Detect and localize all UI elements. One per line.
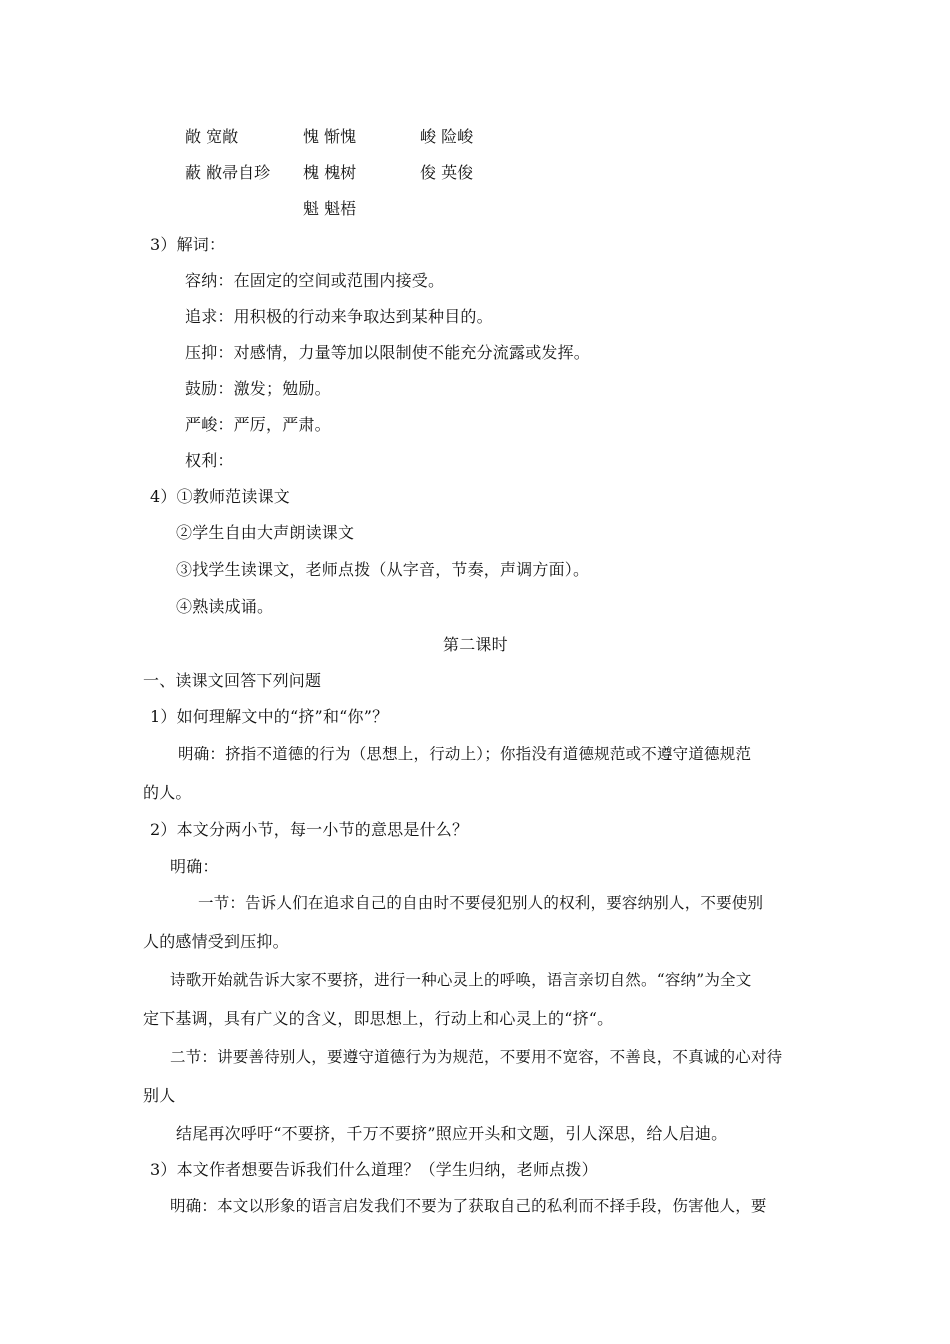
vocab-item: 严峻：严厉，严肃。 xyxy=(185,415,331,434)
word-group-cell: 峻 险峻 xyxy=(420,127,474,146)
answer-line: 明确：挤指不道德的行为（思想上，行动上）；你指没有道德规范或不遵守道德规范 xyxy=(178,745,752,763)
vocab-item: 鼓励：激发；勉励。 xyxy=(185,379,331,398)
word-group-cell: 俊 英俊 xyxy=(420,163,474,182)
lesson-title: 第二课时 xyxy=(443,635,508,654)
paragraph-line: 定下基调，具有广义的含义，即思想上，行动上和心灵上的“挤“。 xyxy=(143,1009,614,1028)
vocab-item: 权利： xyxy=(185,451,234,470)
question: 1）如何理解文中的“挤”和“你”？ xyxy=(150,707,389,726)
paragraph-line: 诗歌开始就告诉大家不要挤，进行一种心灵上的呼唤，语言亲切自然。“容纳”为全文 xyxy=(170,971,752,989)
reading-step: ②学生自由大声朗读课文 xyxy=(176,523,355,542)
reading-step: 4）①教师范读课文 xyxy=(150,487,290,506)
vocab-item: 压抑：对感情，力量等加以限制使不能充分流露或发挥。 xyxy=(185,343,591,362)
paragraph-line: 一节：告诉人们在追求自己的自由时不要侵犯别人的权利，要容纳别人，不要使别 xyxy=(198,894,764,912)
question: 3）本文作者想要告诉我们什么道理？（学生归纳，老师点拨） xyxy=(150,1160,598,1179)
answer-line: 明确：本文以形象的语言启发我们不要为了获取自己的私利而不择手段，伤害他人，要 xyxy=(170,1197,767,1215)
vocab-item: 追求：用积极的行动来争取达到某种目的。 xyxy=(185,307,493,326)
word-group-cell: 敞 宽敞 xyxy=(185,127,239,146)
vocab-item: 容纳：在固定的空间或范围内接受。 xyxy=(185,271,445,290)
word-group-cell: 愧 惭愧 xyxy=(303,127,357,146)
word-group-cell: 魁 魁梧 xyxy=(303,199,357,218)
paragraph-line: 结尾再次呼吁“不要挤，千万不要挤”照应开头和文题，引人深思，给人启迪。 xyxy=(176,1124,728,1143)
paragraph-line: 人的感情受到压抑。 xyxy=(143,932,289,951)
answer-label: 明确： xyxy=(170,857,219,876)
paragraph-line: 别人 xyxy=(143,1086,176,1105)
section-heading: 一、读课文回答下列问题 xyxy=(143,671,322,690)
paragraph-line: 二节：讲要善待别人，要遵守道德行为为规范，不要用不宽容，不善良，不真诚的心对待 xyxy=(170,1048,783,1066)
question: 2）本文分两小节，每一小节的意思是什么？ xyxy=(150,820,469,839)
word-group-cell: 槐 槐树 xyxy=(303,163,357,182)
reading-step: ③找学生读课文，老师点拨（从字音，节奏，声调方面）。 xyxy=(176,560,590,579)
reading-step: ④熟读成诵。 xyxy=(176,597,274,616)
answer-line: 的人。 xyxy=(143,783,192,802)
word-group-cell: 蔽 敝帚自珍 xyxy=(185,163,271,182)
vocab-heading: 3）解词： xyxy=(150,235,226,254)
